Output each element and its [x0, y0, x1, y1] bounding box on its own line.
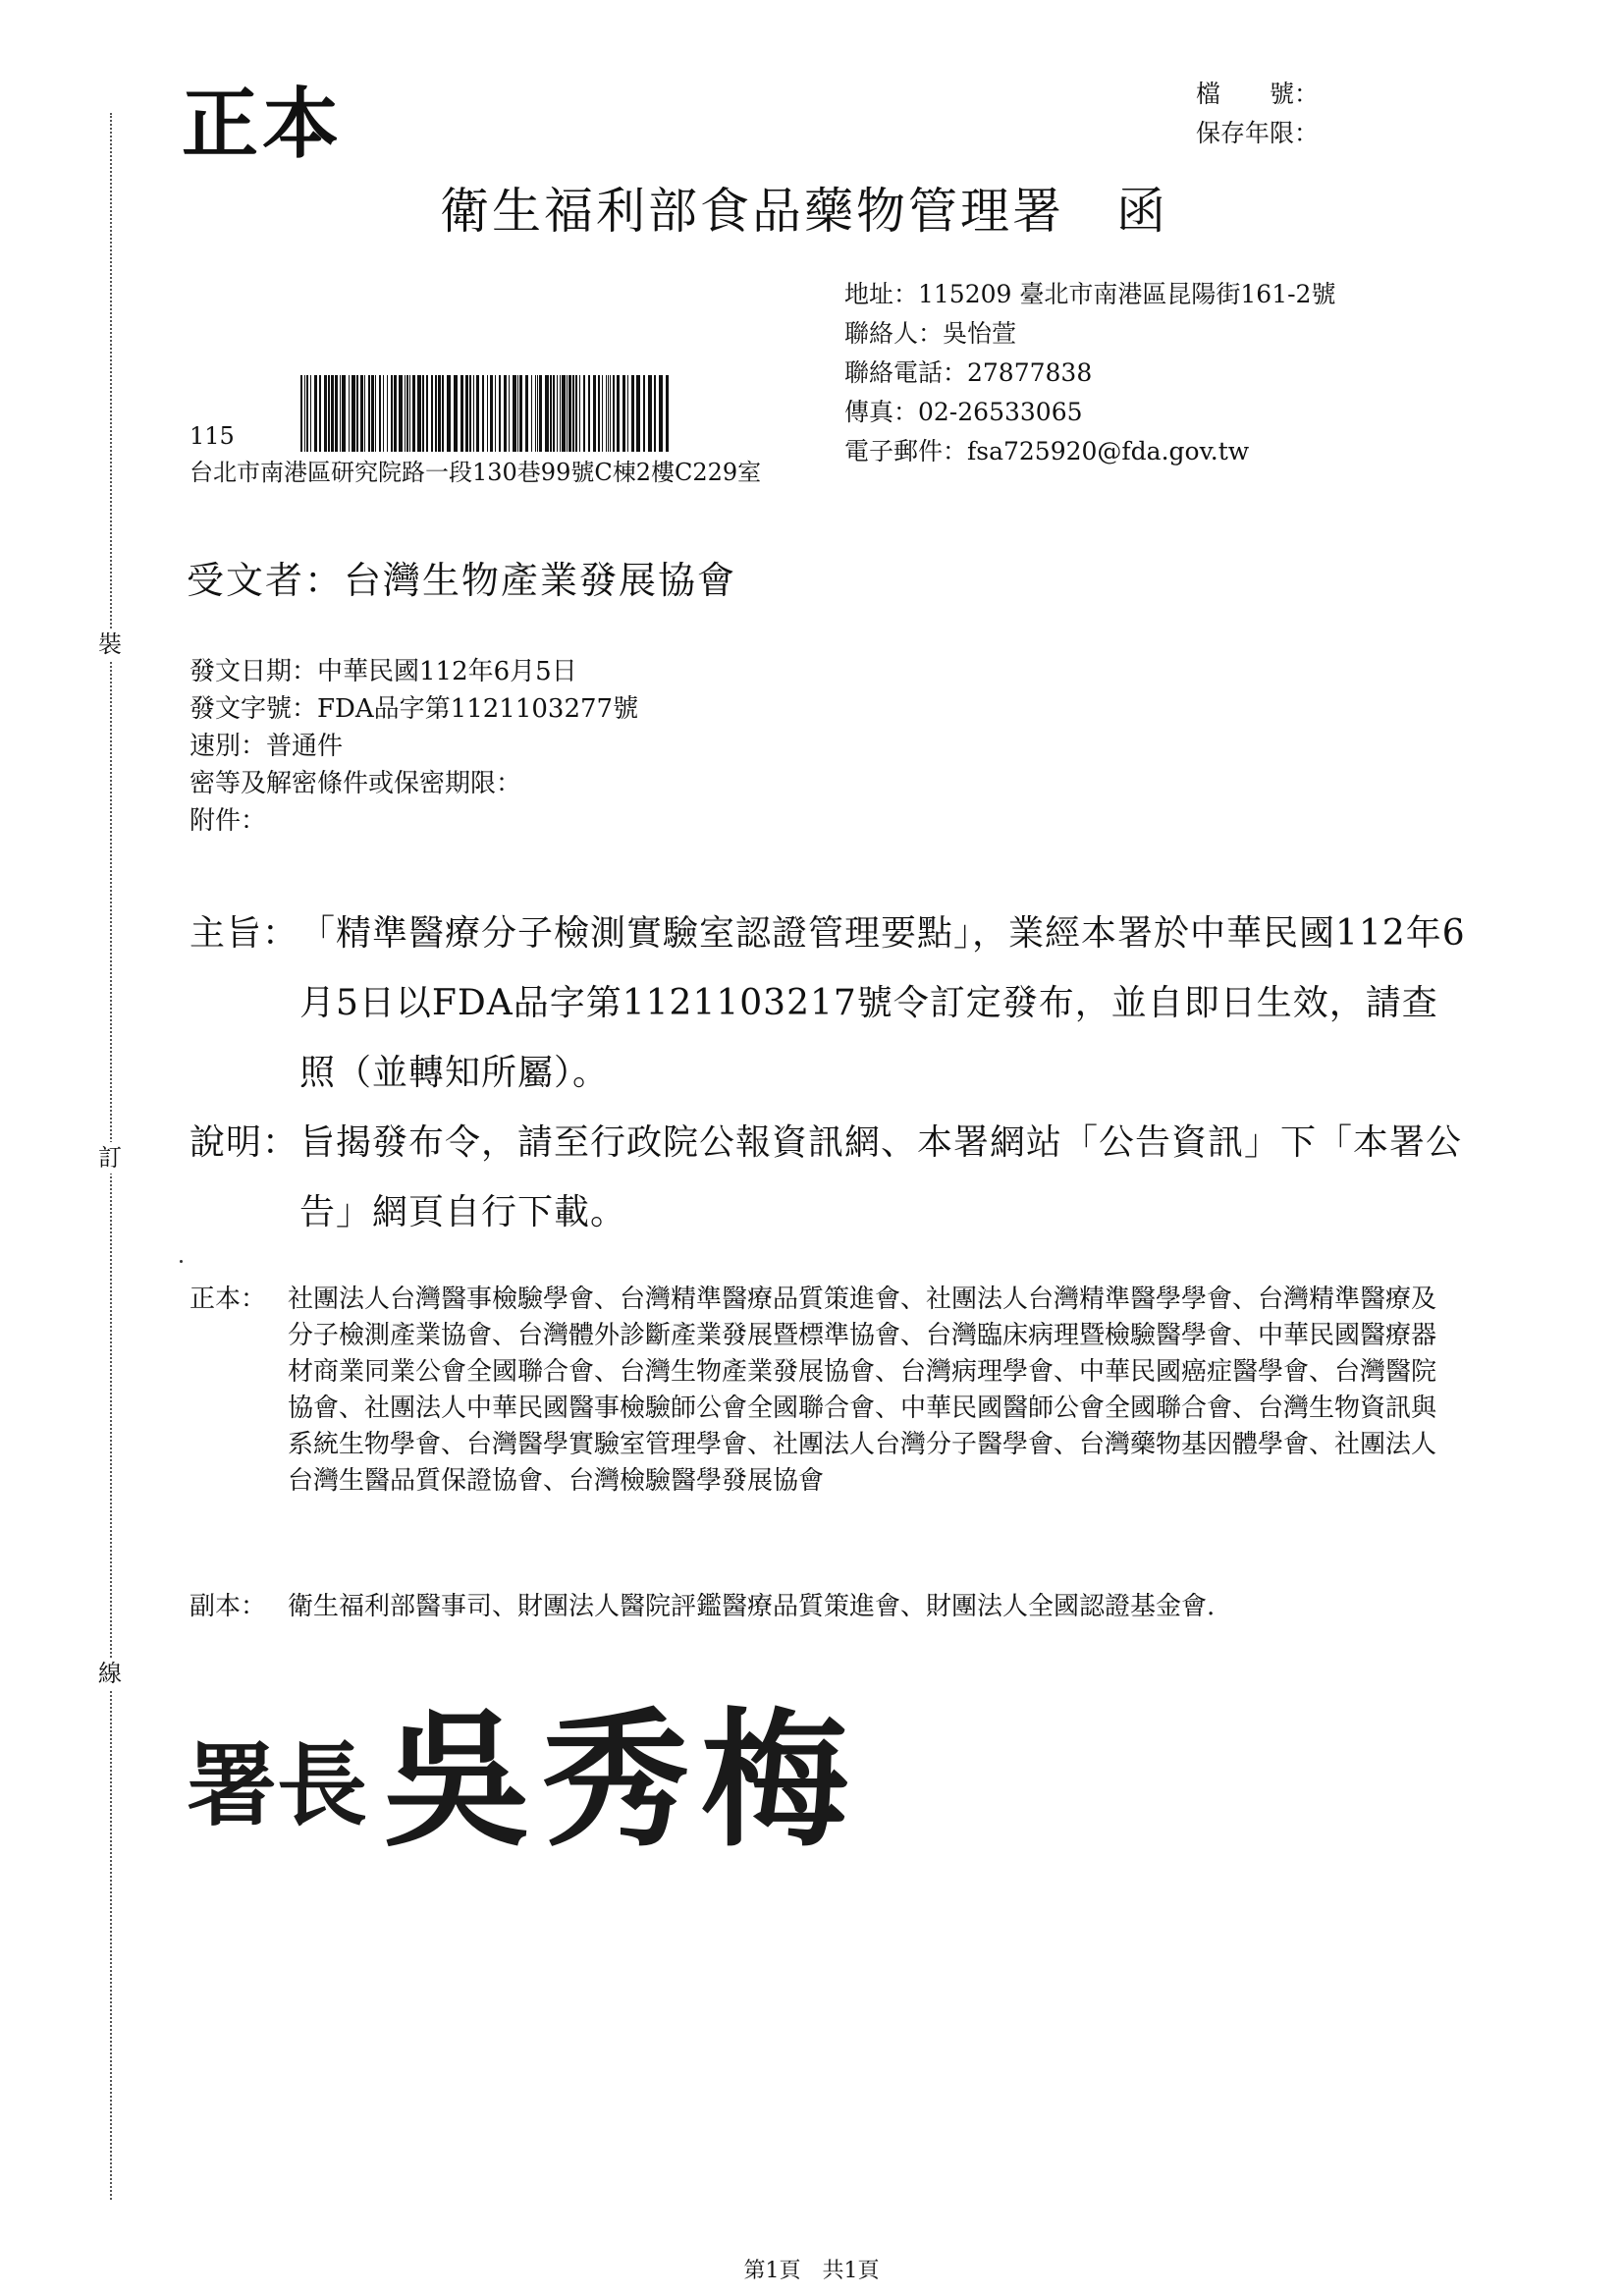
explanation-text: 旨揭發布令，請至行政院公報資訊網、本署網站「公告資訊」下「本署公告」網頁自行下載。 — [299, 1122, 1463, 1232]
barcode-bar — [375, 375, 376, 452]
file-number-label: 檔 號： — [1196, 80, 1320, 108]
copy-recipients-label: 副本： — [189, 1592, 267, 1621]
contact-phone: 聯絡電話：27877838 — [844, 358, 1093, 387]
barcode-bar — [513, 375, 516, 452]
barcode-bar — [349, 375, 350, 452]
barcode-bar — [545, 375, 549, 452]
barcode-bar — [319, 375, 321, 452]
barcode-bar — [310, 375, 311, 452]
barcode-bar — [583, 375, 585, 452]
barcode-bar — [608, 375, 609, 452]
barcode-bar — [331, 375, 334, 452]
barcode-bar — [567, 375, 568, 452]
contact-person: 聯絡人：吳怡萱 — [844, 319, 1017, 348]
barcode-bar — [304, 375, 305, 452]
barcode-bar — [610, 375, 611, 452]
barcode-bar — [579, 375, 580, 452]
original-recipients — [189, 1282, 1436, 1500]
barcode-bar — [442, 375, 444, 452]
contact-info — [844, 275, 1335, 471]
barcode-bar — [490, 375, 493, 452]
barcode-bar — [636, 375, 640, 452]
barcode-bar — [517, 375, 518, 452]
barcode-bar — [643, 375, 645, 452]
barcode-bar — [394, 375, 397, 452]
barcode-bar — [412, 375, 415, 452]
barcode-bar — [435, 375, 437, 452]
director-signature — [187, 1684, 893, 1861]
barcode-bar — [360, 375, 363, 452]
barcode-bar — [399, 375, 403, 452]
explanation-paragraph — [189, 1108, 1466, 1247]
barcode-bar — [406, 375, 408, 452]
secrecy-level: 密等及解密條件或保密期限： — [189, 769, 522, 798]
contact-fax: 傳真：02-26533065 — [844, 398, 1083, 426]
barcode-bar — [575, 375, 577, 452]
contact-email: 電子郵件：fsa725920@fda.gov.tw — [844, 437, 1250, 465]
barcode-bar — [622, 375, 625, 452]
contact-address: 地址：115209 臺北市南港區昆陽街161-2號 — [844, 280, 1336, 308]
barcode-bar — [465, 375, 468, 452]
barcode-bar — [454, 375, 458, 452]
barcode-bar — [572, 375, 574, 452]
barcode-bar — [324, 375, 327, 452]
barcode-bar — [606, 375, 607, 452]
barcode-bar — [476, 375, 479, 452]
barcode-bar — [525, 375, 528, 452]
barcode-bar — [631, 375, 634, 452]
page-footer: 第1頁 共1頁 — [743, 2259, 880, 2283]
barcode-bar — [383, 375, 384, 452]
barcode-bar — [654, 375, 656, 452]
barcode-bar — [368, 375, 370, 452]
barcode-bar — [588, 375, 590, 452]
barcode-bar — [417, 375, 421, 452]
barcode-bar — [495, 375, 496, 452]
barcode-bar — [371, 375, 374, 452]
barcode-bar — [557, 375, 558, 452]
original-recipients-text: 社團法人台灣醫事檢驗學會、台灣精準醫療品質策進會、社團法人台灣精準醫學學會、台灣精準醫療及分子檢測產業協會、台灣體外診斷產業發展暨標準協會、台灣臨床病理暨檢驗醫學會、中華民國醫療器材商業同業公會全國聯合會、台灣生物產業發展協會、台灣病理學會、中華民國癌症醫學會、台灣醫院協會、社團法人中華民國醫事檢驗師公會全國聯合會、中華民國醫師公會全國聯合會、台灣生物資訊與系統生物學會、台灣醫學實驗室管理學會、社團法人台灣分子醫學會、台灣藥物基因體學會、社團法人台灣生醫品質保證協會、台灣檢驗醫學發展協會 — [288, 1285, 1437, 1496]
barcode-bar — [438, 375, 441, 452]
barcode-bar — [473, 375, 474, 452]
explanation-label: 說明： — [189, 1122, 299, 1163]
copy-recipients-text: 衛生福利部醫事司、財團法人醫院評鑑醫療品質策進會、財團法人全國認證基金會. — [288, 1592, 1216, 1621]
subject-text: 「精準醫療分子檢測實驗室認證管理要點」，業經本署於中華民國112年6月5日以FDA品字第1121103217號令訂定發布，並自即日生效，請查照（並轉知所屬）。 — [299, 913, 1466, 1093]
signature-name: 吳秀梅 — [383, 1694, 861, 1861]
barcode-bar — [405, 375, 406, 452]
signature-title: 署長 — [187, 1732, 368, 1838]
barcode-bar — [328, 375, 330, 452]
stray-mark — [180, 1260, 183, 1263]
barcode-bar — [562, 375, 566, 452]
barcode-bar — [666, 375, 669, 452]
barcode-bar — [598, 375, 600, 452]
barcode-bar — [342, 375, 346, 452]
barcode-bar — [509, 375, 510, 452]
copy-recipients — [189, 1589, 1436, 1625]
barcode-bar — [409, 375, 410, 452]
barcode-bar — [356, 375, 358, 452]
barcode-bar — [613, 375, 615, 452]
binding-mark-zhuang: 裝 — [98, 630, 122, 658]
barcode-bar — [469, 375, 471, 452]
barcode-bar — [519, 375, 522, 452]
barcode-bar — [499, 375, 501, 452]
barcode-bar — [387, 375, 388, 452]
barcode-bar — [447, 375, 451, 452]
barcode-bar — [379, 375, 381, 452]
issue-date: 發文日期：中華民國112年6月5日 — [189, 657, 577, 686]
document-number: 發文字號：FDA品字第1121103277號 — [189, 694, 639, 724]
barcode-bar — [550, 375, 552, 452]
delivery-speed: 速別：普通件 — [189, 732, 344, 761]
barcode-bar — [553, 375, 555, 452]
barcode-bar — [426, 375, 428, 452]
barcode-bar — [504, 375, 507, 452]
barcode-bar — [340, 375, 341, 452]
barcode-bar — [617, 375, 620, 452]
barcode-bar — [300, 375, 302, 452]
barcode-bar — [306, 375, 308, 452]
subject-paragraph — [189, 899, 1466, 1108]
binding-mark-ding: 訂 — [98, 1144, 122, 1172]
barcode-bar — [537, 375, 538, 452]
barcode-bar — [314, 375, 317, 452]
barcode-bar — [460, 375, 463, 452]
barcode-bar — [431, 375, 433, 452]
barcode-bar — [593, 375, 596, 452]
barcode-bar — [487, 375, 488, 452]
barcode-bar — [482, 375, 484, 452]
barcode-bar — [391, 375, 393, 452]
barcode-bar — [422, 375, 424, 452]
file-meta — [1196, 75, 1319, 153]
retention-period-label: 保存年限： — [1196, 119, 1320, 147]
barcode-bar — [648, 375, 652, 452]
barcode-bar — [535, 375, 536, 452]
barcode-image — [300, 375, 672, 452]
attachment-label: 附件： — [189, 806, 267, 836]
subject-label: 主旨： — [189, 913, 299, 954]
agency-title: 衛生福利部食品藥物管理署 函 — [440, 183, 1168, 240]
postal-code: 115 — [189, 422, 235, 450]
barcode-bar — [335, 375, 338, 452]
barcode-bar — [352, 375, 355, 452]
barcode-bar — [539, 375, 542, 452]
original-copy-stamp: 正本 — [182, 80, 344, 169]
barcode-bar — [364, 375, 365, 452]
barcode-bar — [659, 375, 663, 452]
barcode-bar — [568, 375, 571, 452]
barcode-bar — [627, 375, 628, 452]
document-meta — [189, 653, 638, 840]
barcode-bar — [531, 375, 532, 452]
binding-mark-xian: 線 — [98, 1660, 122, 1687]
barcode-bar — [560, 375, 561, 452]
recipient-line: 受文者：台灣生物產業發展協會 — [187, 559, 737, 602]
original-recipients-label: 正本： — [189, 1285, 267, 1314]
recipient-address: 台北市南港區研究院路一段130巷99號C棟2樓C229室 — [189, 459, 762, 486]
barcode-bar — [602, 375, 603, 452]
